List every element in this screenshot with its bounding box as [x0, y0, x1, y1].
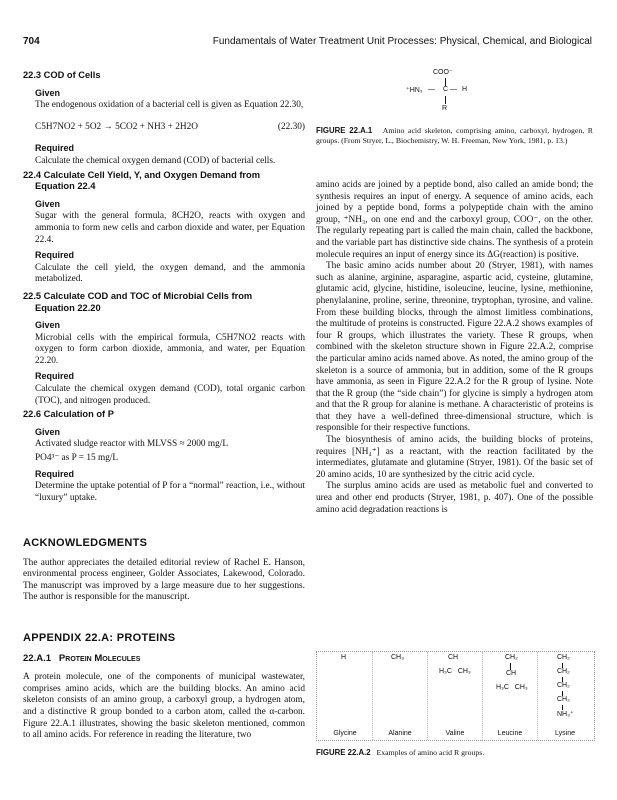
appendix-section [23, 633, 305, 742]
paragraph: The basic amino acids number about 20 (Stryer, 1981), with names such as alanine, arginine, asparagine, aspartic acid, cysteine, glutamine, glutamic acid, glycine, histidine, isoleucine, leucine, lysine, methionine, phenylalanine, proline, serine, threonine, tryptophan, tyrosine, and valine. From these building blocks, through the almost limitless combinations, the multitude of proteins is constructed. Figure 22.A.2 shows examples of four R groups, which illustrates the variety. These R groups, when combined with the skeleton structure shown in Figure 22.A.2, comprise the particular amino acids named above. As noted, the amino group of the skeleton is a source of ammonia, but in addition, some of the R groups have ammonia, as seen in Figure 22.A.2 for the R group of lysine. Note that the R group (the “side chain”) for glycine is simply a hydrogen atom and that the R group for alanine is methane. A characteristic of proteins is that they have a well-defined three-dimensional structure, which is responsible for their respective functions. [316, 261, 593, 434]
required-text: Determine the uptake potential of P for a “normal” reaction, i.e., without “luxury” uptake. [35, 481, 305, 503]
lysine-ch2-2: CH₂ [557, 668, 570, 675]
problem-22-6 [23, 409, 305, 504]
problem-22-5 [23, 291, 305, 407]
alpha-carbon: C [443, 86, 449, 93]
amino-acid-label: Alanine [388, 730, 412, 737]
given-label: Given [35, 426, 61, 437]
acknowledgments-heading: ACKNOWLEDGMENTS [23, 537, 148, 549]
problem-title-cont: Equation 22.4 [35, 181, 96, 192]
given-line-2: PO4³⁻ as P = 15 mg/L [35, 453, 119, 464]
problem-title: 22.6 Calculation of P [23, 409, 114, 420]
lysine-ch2-1: CH₂ [557, 654, 570, 661]
given-label: Given [35, 87, 61, 98]
acknowledgments-section [23, 538, 305, 604]
equation-22-30 [23, 122, 305, 134]
problem-title [23, 170, 305, 193]
right-column-text [316, 180, 593, 516]
subheading-title: Protein Molecules [58, 652, 141, 664]
paragraph: amino acids are joined by a peptide bond, also called an amide bond; the synthesis requires an input of energy. A sequence of amino acids, each joined by a peptide bond, forms a polypeptide chain with the amino group, ⁺NH₃, on one end and the carboxyl group, COO⁻, on the other. The regularly repeating part is called the main chain, called the backbone, and the variable part has distinctive side chains. The synthesis of a protein molecule requires an input of energy since its ΔG(reaction) is positive. [316, 180, 593, 260]
given-label: Given [35, 198, 61, 209]
required-label: Required [35, 371, 75, 382]
problem-22-4 [23, 170, 305, 286]
given-text: The endogenous oxidation of a bacterial cell is given as Equation 22.30, [35, 100, 304, 111]
required-label: Required [35, 250, 75, 261]
amino-acid-label: Valine [445, 730, 465, 737]
problem-title-main: 22.4 Calculate Cell Yield, Y, and Oxygen Demand from [23, 169, 260, 180]
given-text: Microbial cells with the empirical formula, C5H7NO2 reacts with oxygen to form carbon dioxide, ammonia, and water, per Equation 22.20. [35, 332, 305, 366]
paragraph: The biosynthesis of amino acids, the building blocks of proteins, requires [NH₄⁺] as a reactant, with the reaction facilitated by the intermediates, glutamate and glutamine (Stryer, 1981). Of the basic set of 20 amino acids, 10 are synthesized by the citric acid cycle. [316, 435, 593, 480]
required-label: Required [35, 468, 75, 479]
r-group: R [442, 105, 448, 112]
problem-title-main: 22.5 Calculate COD and TOC of Microbial Cells from [23, 290, 253, 301]
hydrogen: H [462, 86, 468, 93]
subheading-number: 22.A.1 [23, 652, 51, 664]
page-number: 704 [23, 36, 40, 47]
appendix-subheading [23, 653, 305, 665]
amino-acid-label: Leucine [497, 730, 523, 737]
amino-acid-skeleton-figure: COO⁻ ⁺HN₃ — C — H R [406, 69, 468, 112]
caption-text: Examples of amino acid R groups. [376, 748, 485, 757]
given-line-1: Activated sludge reactor with MLVSS ≈ 2000 mg/L [35, 439, 228, 450]
carboxyl-group: COO⁻ [433, 69, 453, 76]
glycine-r-group: H [341, 654, 347, 661]
problem-title [23, 291, 305, 314]
running-title: Fundamentals of Water Treatment Unit Processes: Physical, Chemical, and Biological [212, 36, 592, 47]
required-text: Calculate the cell yield, the oxygen demand, and the ammonia metabolized. [35, 262, 305, 285]
amino-group: ⁺HN₃ [406, 87, 423, 94]
caption-label: FIGURE 22.A.2 [316, 748, 371, 757]
given-text: Sugar with the general formula, 8CH2O, reacts with oxygen and ammonia to form new cells and carbon dioxide and water, per Equation 22.4. [35, 211, 305, 245]
problem-title-cont: Equation 22.20 [35, 302, 101, 313]
alanine-r-group: CH₃ [391, 654, 404, 661]
caption-label: FIGURE 22.A.1 [316, 126, 373, 135]
problems-column [23, 70, 305, 506]
acknowledgments-text: The author appreciates the detailed editorial review of Rachel E. Hanson, environmental process engineer, Golder Associates, Lakewood, Colorado. The manuscript was improved by a large measure due to her suggestions. The author is responsible for the manuscript. [23, 557, 305, 603]
required-label: Required [35, 143, 75, 154]
given-label: Given [35, 320, 61, 331]
lysine-ch2-4: CH₂ [557, 696, 570, 703]
appendix-text: A protein molecule, one of the components of municipal wastewater, comprises amino acids, which are the building blocks. An amino acid skeleton consists of an amino group, a carboxyl group, a hydrogen atom, and a distinctive R group bonded to a carbon atom, called the α-carbon. Figure 22.A.1 illustrates, showing the basic skeleton mentioned, common to all amino acids. For reference in reading the literature, two [23, 672, 305, 741]
required-text: Calculate the chemical oxygen demand (COD), total organic carbon (TOC), and nitrogen produced. [35, 384, 305, 406]
caption-text: Amino acid skeleton, comprising amino, carboxyl, hydrogen, R groups. (From Stryer, L., Biochemistry, W. H. Freeman, New York, 1981, p. 13.) [316, 126, 593, 145]
figure-caption-22-a-2 [316, 748, 593, 758]
required-text: Calculate the chemical oxygen demand (COD) of bacterial cells. [35, 155, 276, 166]
valine-ch: CH [448, 654, 459, 661]
valine-methyls: H₃C CH₃ [439, 668, 471, 675]
amino-acid-label: Glycine [333, 730, 357, 737]
amino-acid-label: Lysine [555, 730, 575, 737]
leucine-methyls: H₃C CH₃ [496, 684, 528, 691]
lysine-nh3: NH₃⁺ [557, 711, 574, 718]
figure-caption-22-a-1 [316, 126, 593, 146]
r-groups-figure [316, 651, 595, 741]
leucine-ch: CH [506, 670, 517, 677]
equation: C5H7NO2 + 5O2 → 5CO2 + NH3 + 2H2O [35, 121, 198, 132]
paragraph: The surplus amino acids are used as metabolic fuel and converted to urea and other end products (Stryer, 1981, p. 407). One of the possible amino acid degradation reactions is [316, 481, 593, 515]
lysine-ch2-3: CH₂ [557, 682, 570, 689]
problem-22-3 [23, 70, 305, 168]
equation-number: (22.30) [277, 121, 305, 132]
appendix-heading: APPENDIX 22.A: PROTEINS [23, 632, 176, 644]
leucine-ch2: CH₂ [505, 654, 518, 661]
problem-title: 22.3 COD of Cells [23, 70, 101, 80]
